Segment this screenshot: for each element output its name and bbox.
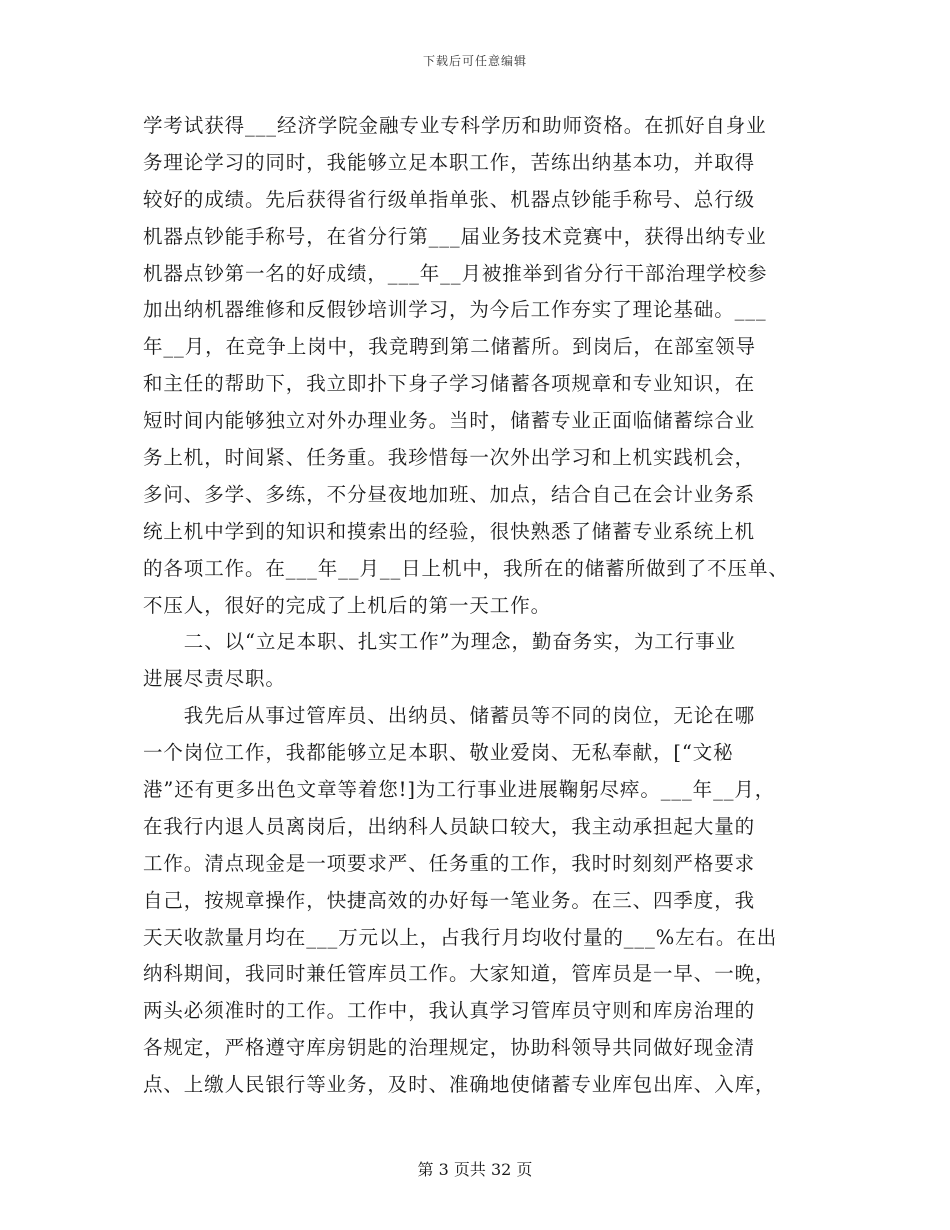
text-line: 天天收款量月均在___万元以上，占我行月均收付量的___%左右。在出 bbox=[143, 925, 778, 949]
text-line: 在我行内退人员离岗后，出纳科人员缺口较大，我主动承担起大量的 bbox=[143, 814, 756, 838]
text-line: 机器点钞能手称号，在省分行第___届业务技术竞赛中，获得出纳专业 bbox=[143, 224, 767, 248]
text-line: 学考试获得___经济学院金融专业专科学历和助师资格。在抓好自身业 bbox=[143, 114, 767, 137]
text-line: 的各项工作。在___年__月__日上机中，我所在的储蓄所做到了不压单、 bbox=[143, 556, 789, 580]
text-line: 港”还有更多出色文章等着您!]为工行事业进展鞠躬尽瘁。___年__月， bbox=[143, 778, 776, 802]
text-line: 纳科期间，我同时兼任管库员工作。大家知道，管库员是一早、一晚， bbox=[143, 962, 776, 986]
text-line: 两头必须准时的工作。工作中，我认真学习管库员守则和库房治理的 bbox=[143, 999, 756, 1023]
text-line: 机器点钞第一名的好成绩，___年__月被推举到省分行干部治理学校参 bbox=[143, 261, 768, 285]
text-line: 自己，按规章操作，快捷高效的办好每一笔业务。在三、四季度，我 bbox=[143, 888, 756, 912]
page-header: 下载后可任意编辑 bbox=[422, 54, 527, 68]
text-line: 加出纳机器维修和反假钞培训学习，为今后工作夯实了理论基础。___ bbox=[143, 298, 767, 322]
text-line: 工作。清点现金是一项要求严、任务重的工作，我时时刻刻严格要求 bbox=[143, 851, 756, 875]
text-line: 短时间内能够独立对外办理业务。当时，储蓄专业正面临储蓄综合业 bbox=[143, 409, 756, 433]
document-body bbox=[143, 108, 813, 1104]
text-line: 年__月，在竞争上岗中，我竞聘到第二储蓄所。到岗后，在部室领导 bbox=[143, 335, 756, 359]
text-line: 点、上缴人民银行等业务，及时、准确地使储蓄专业库包出库、入库， bbox=[143, 1073, 776, 1097]
text-line: 统上机中学到的知识和摸索出的经验，很快熟悉了储蓄专业系统上机 bbox=[143, 519, 756, 543]
text-line: 和主任的帮助下，我立即扑下身子学习储蓄各项规章和专业知识，在 bbox=[143, 372, 756, 396]
text-line: 多问、多学、多练，不分昼夜地加班、加点，结合自己在会计业务系 bbox=[143, 482, 756, 506]
page-number-footer: 第 3 页共 32 页 bbox=[417, 1160, 533, 1179]
text-line: 务上机，时间紧、任务重。我珍惜每一次外出学习和上机实践机会， bbox=[143, 446, 756, 470]
section-heading-line: 二、以“立足本职、扎实工作”为理念，勤奋务实，为工行事业 bbox=[143, 630, 736, 654]
text-line: 务理论学习的同时，我能够立足本职工作，苦练出纳基本功，并取得 bbox=[143, 150, 756, 174]
text-line: 不压人，很好的完成了上机后的第一天工作。 bbox=[143, 593, 552, 617]
text-line: 各规定，严格遵守库房钥匙的治理规定，协助科领导共同做好现金清 bbox=[143, 1036, 756, 1060]
section-heading-line: 进展尽责尽职。 bbox=[143, 667, 286, 691]
text-line: 较好的成绩。先后获得省行级单指单张、机器点钞能手称号、总行级 bbox=[143, 187, 756, 211]
text-line: 我先后从事过管库员、出纳员、储蓄员等不同的岗位，无论在哪 bbox=[143, 704, 756, 728]
text-line: 一个岗位工作，我都能够立足本职、敬业爱岗、无私奉献，[“文秘 bbox=[143, 741, 734, 765]
